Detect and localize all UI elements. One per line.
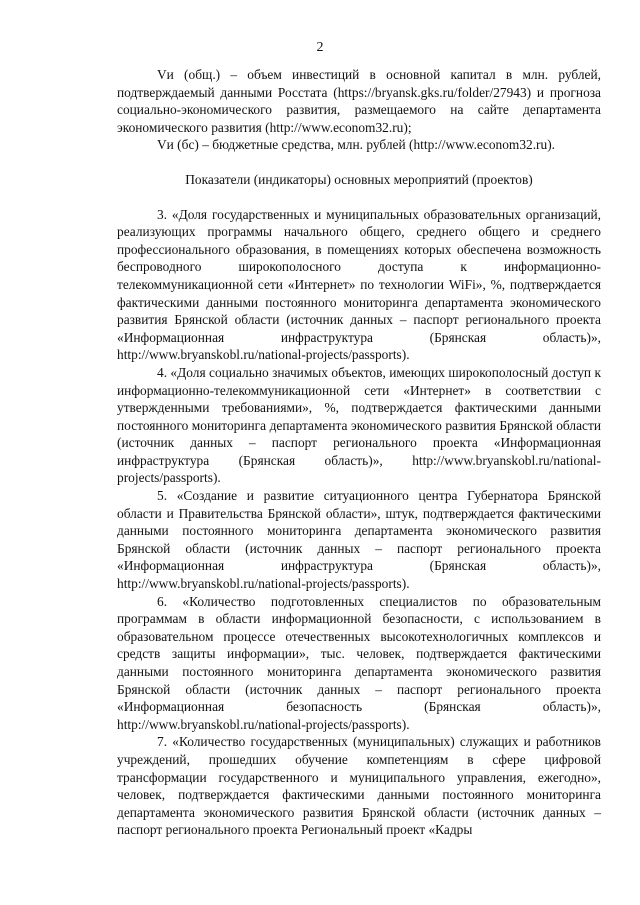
indicator-paragraph: 6. «Количество подготовленных специалистов по образовательным программам в области информационной безопасности, с использованием в образовательном процессе отечественных высокотехнологичных комплексов и средств защиты информации», тыс. человек, подтверждается фактическими данными постоянного мониторинга департамента экономического развития Брянской области (источник данных – паспорт регионального проекта «Информационная безопасность (Брянская область)», http://www.bryanskobl.ru/national-projects/passports). — [117, 593, 601, 732]
indicator-paragraph: 5. «Создание и развитие ситуационного центра Губернатора Брянской области и Правительства Брянской области», штук, подтверждается фактическими данными постоянного мониторинга департамента экономического развития Брянской области (источник данных – паспорт регионального проекта «Информационная инфраструктура (Брянская область)», http://www.bryanskobl.ru/national-projects/passports). — [117, 488, 601, 592]
indicator-paragraph: 7. «Количество государственных (муниципальных) служащих и работников учреждений, прошедших обучение компетенциям в сфере цифровой трансформации государственного и муниципального управления, ежегодно», человек, подтверждается фактическими данными постоянного мониторинга департамента экономического развития Брянской области (источник данных – паспорт регионального проекта Региональный проект «Кадры — [117, 734, 601, 838]
indicator-paragraph: 4. «Доля социально значимых объектов, имеющих широкополосный доступ к информационно-телекоммуникационной сети «Интернет» в соответствии с утвержденными требованиями», %, подтверждается фактическими данными постоянного мониторинга департамента экономического развития Брянской области (источник данных – паспорт регионального проекта «Информационная инфраструктура (Брянская область)», http://www.bryanskobl.ru/national-projects/passports). — [117, 364, 601, 486]
indicator-paragraph: 3. «Доля государственных и муниципальных образовательных организаций, реализующих программы начального общего, среднего общего и среднего профессионального образования, в помещениях которых обеспечена возможность беспроводного широкополосного доступа к информационно-телекоммуникационной сети «Интернет» по технологии WiFi», %, подтверждается фактическими данными постоянного мониторинга департамента экономического развития Брянской области (источник данных – паспорт регионального проекта «Информационная инфраструктура (Брянская область)», http://www.bryanskobl.ru/national-projects/passports). — [117, 206, 601, 363]
document-body — [117, 66, 601, 839]
section-heading: Показатели (индикаторы) основных мероприятий (проектов) — [185, 171, 533, 187]
definition-paragraph: Vи (бс) – бюджетные средства, млн. рублей (http://www.econom32.ru). — [157, 137, 556, 153]
page-number: 2 — [316, 40, 324, 55]
definition-paragraph: Vи (общ.) – объем инвестиций в основной капитал в млн. рублей, подтверждаемый данными Росстата (https://bryansk.gks.ru/folder/27943) и прогноза социально-экономического развития, размещаемого на сайте департамента экономического развития (http://www.econom32.ru); — [117, 67, 601, 135]
